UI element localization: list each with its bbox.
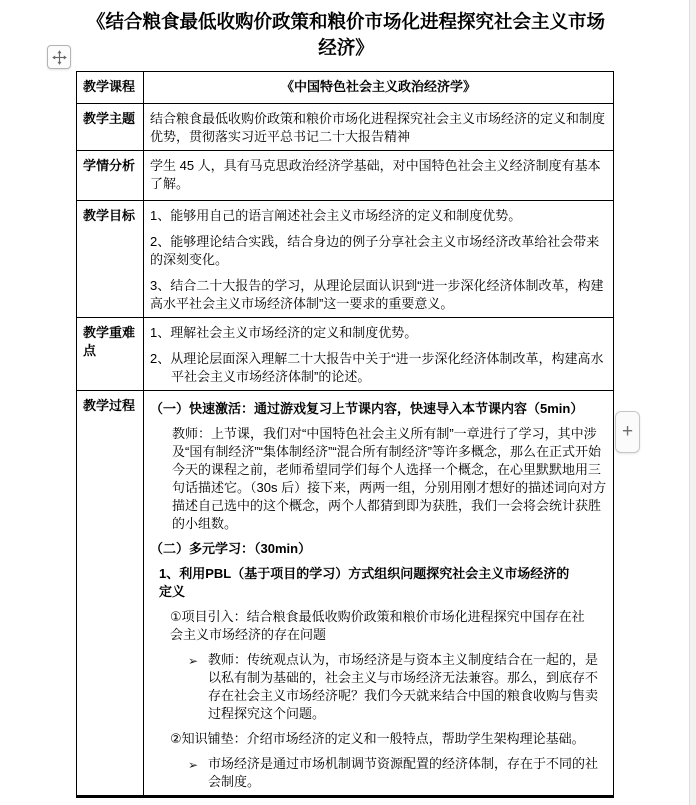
bullet-text: 市场经济是通过市场机制调节资源配置的经济体制，存在于不同的社会制度。 <box>208 756 599 789</box>
table-row <box>77 201 614 318</box>
row-label-process: 教学过程 <box>77 391 144 799</box>
arrow-bullet-icon: ➢ <box>188 758 199 772</box>
table-row <box>77 318 614 391</box>
key-point-item: 1、理解社会主义市场经济的定义和制度优势。 <box>150 325 418 340</box>
insert-content-button[interactable] <box>615 411 640 453</box>
move-icon <box>52 50 67 65</box>
process-step-1: ①项目引入：结合粮食最低收购价政策和粮价市场化进程探究中国存在社会主义市场经济的存在问题 <box>170 609 585 642</box>
row-label-topic: 教学主题 <box>77 104 144 151</box>
process-bullet-1 <box>188 651 607 723</box>
process-heading-2: （二）多元学习：（30min） <box>150 541 312 556</box>
table-row <box>77 72 614 104</box>
objective-item: 2、能够理论结合实践，结合身边的例子分享社会主义市场经济改革给社会带来的深刻变化。 <box>150 234 600 267</box>
key-point-item: 2、从理论层面深入理解二十大报告中关于“进一步深化经济体制改革，构建高水平社会主义市场经济体制”的论述。 <box>150 351 604 384</box>
process-value[interactable] <box>144 391 614 799</box>
table-row <box>77 391 614 799</box>
process-step-2: ②知识铺垫：介绍市场经济的定义和一般特点，帮助学生架构理论基础。 <box>170 731 585 746</box>
course-value[interactable]: 《中国特色社会主义政治经济学》 <box>144 72 614 104</box>
row-label-key-points: 教学重难点 <box>77 318 144 391</box>
row-label-objectives: 教学目标 <box>77 201 144 318</box>
process-bullet-2 <box>188 755 607 791</box>
row-label-course: 教学课程 <box>77 72 144 104</box>
objective-item: 1、能够用自己的语言阐述社会主义市场经济的定义和制度优势。 <box>150 208 522 223</box>
objectives-value[interactable] <box>144 201 614 318</box>
arrow-bullet-icon: ➢ <box>188 654 199 668</box>
key-points-value[interactable] <box>144 318 614 391</box>
document-title: 《结合粮食最低收购价政策和粮价市场化进程探究社会主义市场经济》 <box>86 11 605 58</box>
bullet-text: 教师：传统观点认为，市场经济是与资本主义制度结合在一起的，是以私有制为基础的，社会主义与市场经济无法兼容。那么，到底存不存在社会主义市场经济呢？我们今天就来结合中国的粮食收购与售卖过程探究这个问题。 <box>208 652 599 721</box>
process-subheading-pbl: 1、利用PBL（基于项目的学习）方式组织问题探究社会主义市场经济的定义 <box>159 566 570 599</box>
table-row <box>77 104 614 151</box>
table-row <box>77 151 614 201</box>
process-teacher-paragraph: 教师：上节课，我们对“中国特色社会主义所有制”一章进行了学习，其中涉及“国有制经济”“集体制经济”“混合所有制经济”等许多概念，那么在正式开始今天的课程之前，老师希望同学们每个人选择一个概念，在心里默默地用三句话描述它。（30s 后）接下来，两两一组，分别用刚才想好的描述词向对方描述自己选中的这个概念，两个人都猜到即为获胜，我们一会将会统计获胜的小组数。 <box>172 426 607 531</box>
table-move-handle[interactable] <box>47 45 71 69</box>
topic-value[interactable]: 结合粮食最低收购价政策和粮价市场化进程探究社会主义市场经济的定义和制度优势，贯彻落实习近平总书记二十大报告精神 <box>144 104 614 151</box>
objective-item: 3、结合二十大报告的学习，从理论层面认识到“进一步深化经济体制改革，构建高水平社会主义市场经济体制”这一要求的重要意义。 <box>150 278 604 311</box>
process-heading-1: （一）快速激活：通过游戏复习上节课内容，快速导入本节课内容（5min） <box>150 401 584 416</box>
learner-analysis-value[interactable]: 学生 45 人，具有马克思政治经济学基础，对中国特色社会主义经济制度有基本了解。 <box>144 151 614 201</box>
scrollbar-track[interactable] <box>689 0 696 805</box>
plus-icon: + <box>621 421 634 442</box>
lesson-plan-table <box>76 71 614 798</box>
row-label-learner-analysis: 学情分析 <box>77 151 144 201</box>
